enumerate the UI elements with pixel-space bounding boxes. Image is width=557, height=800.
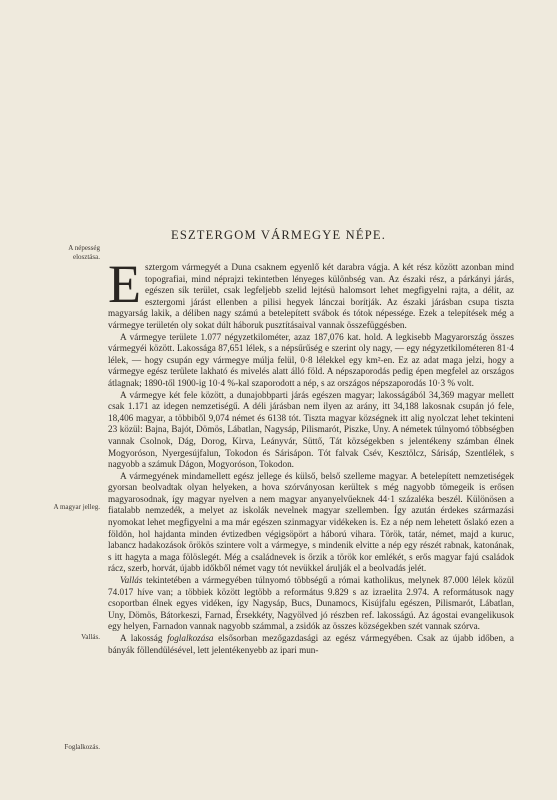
paragraph-5-text: tekintetében a vármegyében túlnyomó többségű a római katholikus, melynek 87.000 lélek közül 74.017 híve van; a többiek között legtöbb a református 9.829 s az izraelita 2.974. A reformátusok nagy csoportban élnek egyes vidéken, így Nagysáp, Bucs, Dunamocs, Kisújfalu egészen, Pilismarót, Lábatlan, Uny, Dömös, Bátorkeszi, Farnad, Érsekkéty, Nagyölved jó részben ref. lakosságú. Az ágostai evangelikusok egy helyen, Farnadon vannak nagyobb számmal, a zsidók az összes községekben szét vannak szórva. [108, 575, 514, 632]
paragraph-6-lead: foglalkozása [167, 633, 214, 643]
drop-cap: E [108, 254, 141, 314]
paragraph-3: A vármegye két fele között, a dunajobbparti járás egészen magyar; lakosságából 34,369 magyar mellett csak 1.171 az idegen nemzetiségű. A déli járásban nem ilyen az arány, itt 34,188 lakosnak csupán jó fele, 18,406 magyar, a többiből 9,074 német és 6138 tót. Tiszta magyar községnek itt alig nyolczat lehet tekinteni 23 közül: Bajna, Bajót, Dömös, Lábatlan, Nagysáp, Pilismarót, Piszke, Uny. A németek túlnyomó többségben vannak Csolnok, Dág, Dorog, Kirva, Leányvár, Süttő, Tát községekben s jelentékeny számban élnek Mogyoróson, Nyergesújfalun, Tokodon és Sárisápon. Tót falvak Csév, Kesztölcz, Sárisáp, Szentlélek, s nagyobb a számuk Dágon, Mogyoróson, Tokodon. [108, 389, 514, 470]
paragraph-2: A vármegye területe 1.077 négyzetkilométer, azaz 187,076 kat. hold. A legkisebb Magyarország összes vármegyéi között. Lakossága 87,651 lélek, s a népsűrűség e szerint oly nagy, — egy négyzetkilométeren 81·4 lélek, — hogy csupán egy vármegye múlja felül, 0·8 lélekkel egy km²-en. Ez az adat maga jelzi, hogy a vármegye egész területe lakható és mivelés alatt álló föld. A népszaporodás pedig épen megfelel az országos átlagnak; 1890-től 1900-ig 10·4 %-kal szaporodott a nép, s az országos népszaporodás 10·3 % volt. [108, 331, 514, 388]
margin-note-magyar: A magyar jelleg. [53, 503, 100, 511]
margin-note-nepesseg: A népesség elosztása. [68, 244, 100, 261]
paragraph-5-lead: Vallás [120, 575, 143, 586]
margin-note-foglalkozas: Foglalkozás. [64, 743, 100, 751]
paragraph-6-start: A lakosság [120, 633, 168, 643]
paragraph-1 [108, 254, 514, 332]
paragraph-4: A vármegyének mindamellett egész jellege és külső, belső szelleme magyar. A betelepített nemzetiségek gyorsan beolvadtak olyan helyeken, a hova szórványosan kerültek s még nagyobb tömegeik is erősen magyarosodnak, így magyar nyelven a nem magyar anyanyelvűeknek 44·1 százaléka beszél. Különösen a fiatalabb nemzedék, a melyet az iskolák nevelnek magyar szellemben. Így azután érdekes származási nyomokat lehet megfigyelni a ma már egészen szinmagyar vidékeken is. Ez a nép nem lehetett őslakó ezen a földön, hol hajdanta minden évtizedben végigsöpört a háború vihara. Török, tatár, német, majd a kuruc, labancz hadakozások örökös szintere volt a vármegye, s mindenik elvitte a nép egy részét rabnak, katonának, s itt hagyta a maga fölöslegét. Még a családnevek is őrzik a török kor emlékét, s erős magyar fajú családok rácz, szerb, horvát, újabb időkből német vagy tót nevükkel árulják el a beolvadás jelét. [108, 470, 514, 574]
body-text [108, 254, 514, 656]
paragraph-5 [108, 575, 514, 633]
paragraph-6-text: elsősorban mezőgazdasági az egész vármegyében. Csak az újabb időben, a bányák föllendülésével, lett jelentékenyebb az ipari mun- [108, 633, 514, 655]
page-title: ESZTERGOM VÁRMEGYE NÉPE. [170, 228, 387, 242]
paragraph-6 [108, 633, 514, 656]
margin-note-vallas: Vallás. [81, 633, 100, 641]
paragraph-1-text: sztergom vármegyét a Duna csaknem egyenlő két darabra vágja. A két rész között azonban mind topografiai, mind néprajzi tekintetben lényeges különbség van. Az északi rész, a párkányi járás, egészen sík terület, csak legfeljebb szelid lejtésü halomsort lehet megfigyelni rajta, a délit, az esztergomi járást ellenben a pilisi hegyek lánczai borítják. Az északi járásban csupa tiszta magyarság lakik, a déliben nagy számú a betelepített svábok és tótok népessége. Ezek a telepítések még a vármegye területén oly sokat dúlt háboruk pusztításaival vannak összefüggésben. [108, 262, 514, 330]
